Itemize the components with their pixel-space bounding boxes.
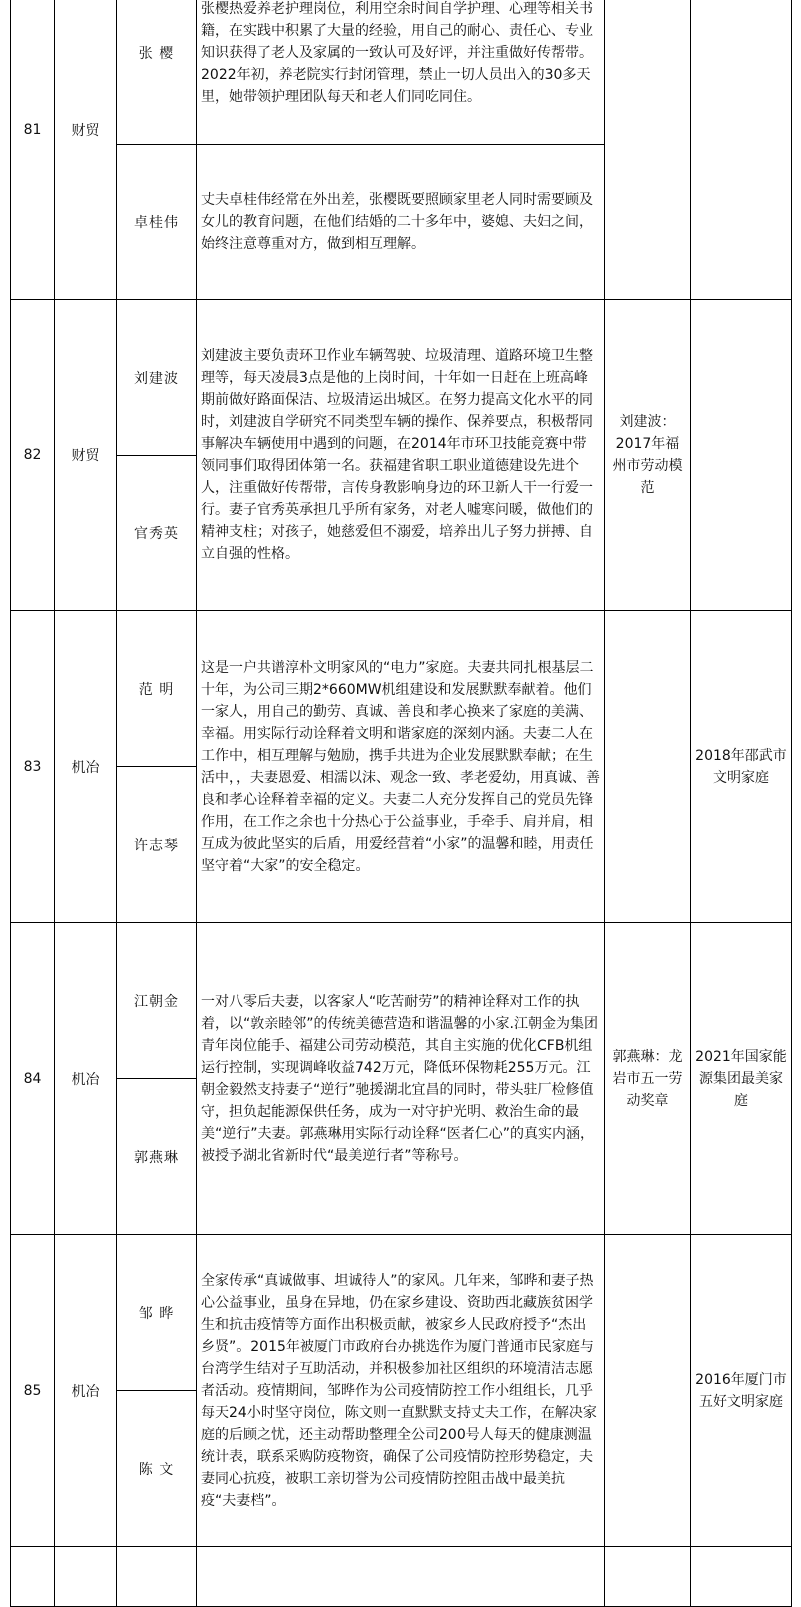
row-unit: 机冶 bbox=[55, 611, 117, 923]
table-row bbox=[11, 0, 792, 145]
row-unit: 财贸 bbox=[55, 300, 117, 611]
member-name: 邹 晔 bbox=[117, 1235, 197, 1391]
table-row bbox=[11, 1235, 792, 1391]
member-name: 许志琴 bbox=[117, 767, 197, 923]
member-name: 张 樱 bbox=[117, 0, 197, 145]
member-name: 范 明 bbox=[117, 611, 197, 767]
member-description: 张樱热爱养老护理岗位，利用空余时间自学护理、心理等相关书籍，在实践中积累了大量的经验，用自己的耐心、责任心、专业知识获得了老人及家属的一致认可及好评，并注重做好传帮带。2022年初，养老院实行封闭管理，禁止一切人员出入的30多天里，她带领护理团队每天和老人们同吃同住。 bbox=[197, 0, 605, 145]
member-name: 陈 文 bbox=[117, 1391, 197, 1547]
personal-award: 刘建波：2017年福州市劳动模范 bbox=[605, 300, 691, 611]
row-number: 84 bbox=[11, 923, 55, 1235]
row-number: 83 bbox=[11, 611, 55, 923]
table-row bbox=[11, 611, 792, 767]
family-award: 2016年厦门市五好文明家庭 bbox=[691, 1235, 792, 1547]
member-name: 郭燕琳 bbox=[117, 1079, 197, 1235]
member-name: 官秀英 bbox=[117, 456, 197, 611]
personal-award bbox=[605, 0, 691, 300]
family-list-table bbox=[10, 0, 792, 1607]
family-award: 2018年邵武市文明家庭 bbox=[691, 611, 792, 923]
table-row bbox=[11, 300, 792, 456]
family-description: 这是一户共谱淳朴文明家风的“电力”家庭。夫妻共同扎根基层二十年，为公司三期2*660MW机组建设和发展默默奉献着。他们一家人，用自己的勤劳、真诚、善良和孝心换来了家庭的美满、幸福。用实际行动诠释着文明和谐家庭的深刻内涵。夫妻二人在工作中，相互理解与勉励，携手共进为企业发展默默奉献；在生活中，，夫妻恩爱、相濡以沫、观念一致、孝老爱幼，用真诚、善良和孝心诠释着幸福的定义。夫妻二人充分发挥自己的党员先锋作用，在工作之余也十分热心于公益事业，手牵手、肩并肩，相互成为彼此坚实的后盾，用爱经营着“小家”的温馨和睦，用责任坚守着“大家”的安全稳定。 bbox=[197, 611, 605, 923]
row-number: 85 bbox=[11, 1235, 55, 1547]
table-row bbox=[11, 1547, 792, 1607]
personal-award: 郭燕琳：龙岩市五一劳动奖章 bbox=[605, 923, 691, 1235]
family-award bbox=[691, 300, 792, 611]
family-description: 全家传承“真诚做事、坦诚待人”的家风。几年来，邹晔和妻子热心公益事业，虽身在异地，仍在家乡建设、资助西北藏族贫困学生和抗击疫情等方面作出积极贡献，被家乡人民政府授予“杰出乡贤”。2015年被厦门市政府台办挑选作为厦门普通市民家庭与台湾学生结对子互助活动，并积极参加社区组织的环境清洁志愿者活动。疫情期间，邹晔作为公司疫情防控工作小组组长，几乎每天24小时坚守岗位，陈文则一直默默支持丈夫工作，在解决家庭的后顾之忧，还主动帮助整理全公司200号人每天的健康测温统计表，联系采购防疫物资，确保了公司疫情防控形势稳定，夫妻同心抗疫，被职工亲切誉为公司疫情防控阻击战中最美抗疫“夫妻档”。 bbox=[197, 1235, 605, 1547]
family-award bbox=[691, 0, 792, 300]
member-name: 江朝金 bbox=[117, 923, 197, 1079]
row-unit: 机冶 bbox=[55, 923, 117, 1235]
family-description: 刘建波主要负责环卫作业车辆驾驶、垃圾清理、道路环境卫生整理等，每天凌晨3点是他的上岗时间，十年如一日赶在上班高峰期前做好路面保洁、垃圾清运出城区。在努力提高文化水平的同时，刘建波自学研究不同类型车辆的操作、保养要点，积极帮同事解决车辆使用中遇到的问题，在2014年市环卫技能竞赛中带领同事们取得团体第一名。获福建省职工职业道德建设先进个人，注重做好传帮带，言传身教影响身边的环卫新人干一行爱一行。妻子官秀英承担几乎所有家务，对老人嘘寒问暖，做他们的精神支柱；对孩子，她慈爱但不溺爱，培养出儿子努力拼搏、自立自强的性格。 bbox=[197, 300, 605, 611]
personal-award bbox=[605, 1235, 691, 1547]
family-award: 2021年国家能源集团最美家庭 bbox=[691, 923, 792, 1235]
row-unit: 机冶 bbox=[55, 1235, 117, 1547]
member-name: 卓桂伟 bbox=[117, 145, 197, 300]
personal-award bbox=[605, 611, 691, 923]
family-description: 一对八零后夫妻，以客家人“吃苦耐劳”的精神诠释对工作的执着，以“敦亲睦邻”的传统美德营造和谐温馨的小家.江朝金为集团青年岗位能手、福建公司劳动模范，其自主实施的优化CFB机组运行控制，实现调峰收益742万元，降低环保物耗255万元。江朝金毅然支持妻子“逆行”驰援湖北宜昌的同时，带头驻厂检修值守，担负起能源保供任务，成为一对守护光明、救治生命的最美“逆行”夫妻。郭燕琳用实际行动诠释“医者仁心”的真实内涵，被授予湖北省新时代“最美逆行者”等称号。 bbox=[197, 923, 605, 1235]
row-unit: 财贸 bbox=[55, 0, 117, 300]
member-description: 丈夫卓桂伟经常在外出差，张樱既要照顾家里老人同时需要顾及女儿的教育问题，在他们结婚的二十多年中，婆媳、夫妇之间，始终注意尊重对方，做到相互理解。 bbox=[197, 145, 605, 300]
table-row bbox=[11, 923, 792, 1079]
row-number: 82 bbox=[11, 300, 55, 611]
row-number: 81 bbox=[11, 0, 55, 300]
member-name: 刘建波 bbox=[117, 300, 197, 456]
